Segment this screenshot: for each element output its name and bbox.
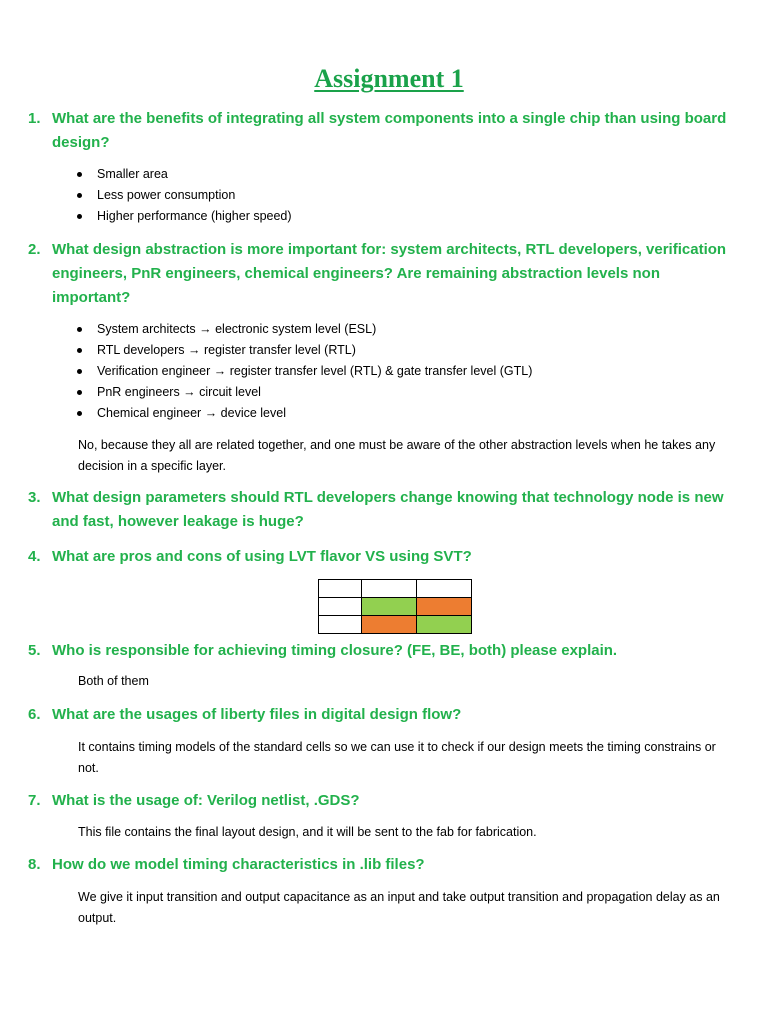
list-item: System architects → electronic system level (ESL) [72,319,532,340]
table-cell [417,598,472,616]
question-2 [28,238,738,310]
question-6 [28,703,738,727]
table-cell [362,580,417,598]
table-cell [319,598,362,616]
question-1 [28,107,738,155]
question-3 [28,486,738,534]
question-number: 8. [28,856,41,873]
question-text: What are the usages of liberty files in digital design flow? [52,706,462,723]
list-item: Smaller area [72,164,292,185]
table-row [319,598,472,616]
table-cell [319,580,362,598]
answer-text-7: This file contains the final layout design, and it will be sent to the fab for fabrication. [78,825,537,839]
table-cell [417,580,472,598]
answer-text-2: No, because they all are related together, and one must be aware of the other abstraction levels when he takes any decision in a specific layer. [78,438,716,473]
table-row [319,616,472,634]
table-cell [362,598,417,616]
answer-text-5: Both of them [78,674,149,688]
question-text: What design parameters should RTL developers change knowing that technology node is new and fast, however leakage is huge? [52,489,724,530]
answer-text-8: We give it input transition and output capacitance as an input and take output transition and propagation delay as an output. [78,890,720,925]
question-text: What design abstraction is more important for: system architects, RTL developers, verification engineers, PnR engineers, chemical engineers? Are remaining abstraction levels non important? [52,241,727,306]
question-5 [28,639,738,663]
question-text: What is the usage of: Verilog netlist, .GDS? [52,792,360,809]
question-number: 3. [28,489,41,506]
question-8 [28,853,738,877]
list-item: Less power consumption [72,185,292,206]
question-number: 6. [28,706,41,723]
question-number: 4. [28,548,41,565]
question-7 [28,789,738,813]
list-item: Verification engineer → register transfer level (RTL) & gate transfer level (GTL) [72,361,532,382]
list-item: PnR engineers → circuit level [72,382,532,403]
comparison-table [318,579,472,634]
question-number: 5. [28,642,41,659]
question-text: What are pros and cons of using LVT flavor VS using SVT? [52,548,472,565]
table-row [319,580,472,598]
table-cell [417,616,472,634]
table-cell [319,616,362,634]
list-item: Higher performance (higher speed) [72,206,292,227]
page-title: Assignment 1 [314,64,464,93]
table-cell [362,616,417,634]
question-text: What are the benefits of integrating all system components into a single chip than using board design? [52,110,727,151]
answer-list-2 [72,319,532,424]
question-number: 7. [28,792,41,809]
question-number: 1. [28,110,41,127]
question-number: 2. [28,241,41,258]
question-4 [28,545,738,569]
answer-list-1 [72,164,292,227]
list-item: RTL developers → register transfer level (RTL) [72,340,532,361]
question-text: How do we model timing characteristics in .lib files? [52,856,425,873]
answer-text-6: It contains timing models of the standard cells so we can use it to check if our design meets the timing constrains or not. [78,740,716,775]
question-text: Who is responsible for achieving timing closure? (FE, BE, both) please explain. [52,642,618,659]
list-item: Chemical engineer → device level [72,403,532,424]
